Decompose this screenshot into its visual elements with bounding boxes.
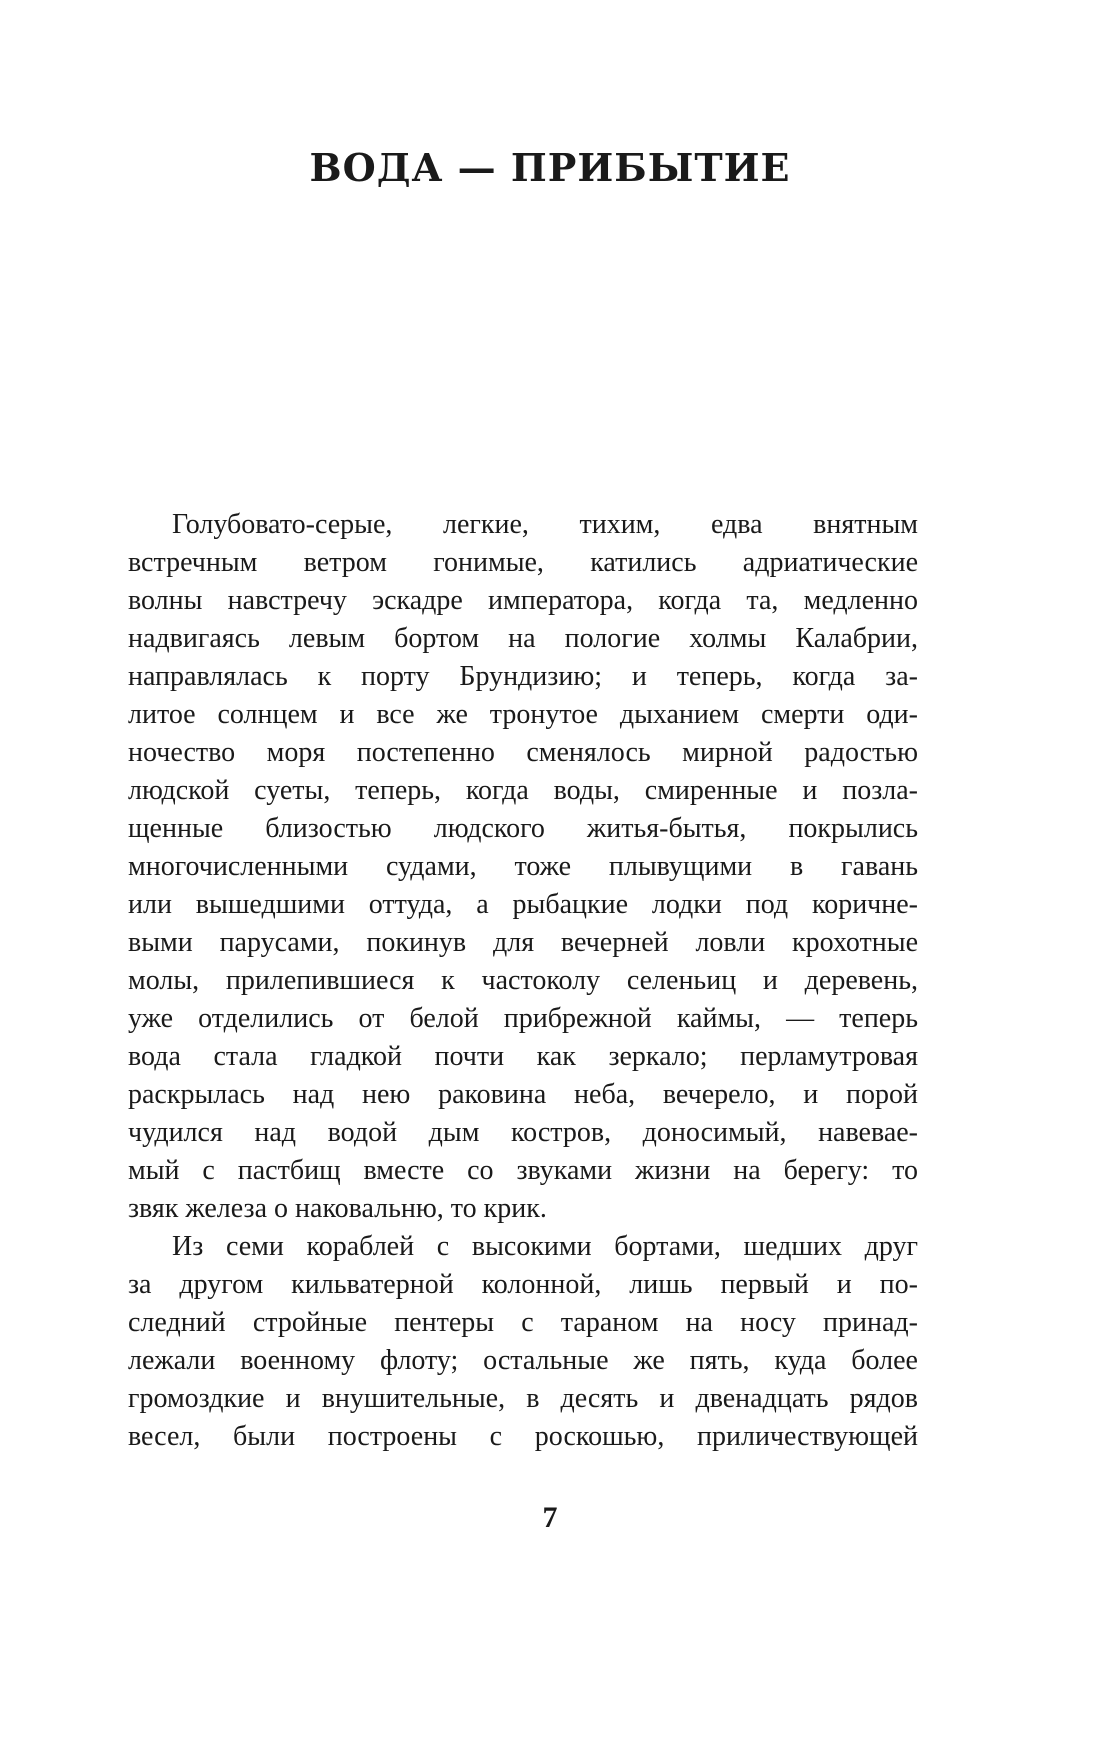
text-line: людской суеты, теперь, когда воды, смиренные и позла- [128,775,918,806]
text-line: или вышедшими оттуда, а рыбацкие лодки под коричне- [128,889,918,920]
text-line: звяк железа о наковальню, то крик. [128,1193,547,1224]
text-line: щенные близостью людского житья-бытья, покрылись [128,813,918,844]
text-line: весел, были построены с роскошью, приличествующей [128,1421,918,1452]
text-line: вода стала гладкой почти как зеркало; перламутровая [128,1041,918,1072]
text-line: уже отделились от белой прибрежной каймы, — теперь [128,1003,918,1034]
text-line: многочисленными судами, тоже плывущими в гавань [128,851,918,882]
body-text [128,506,918,1456]
paragraph-2 [128,1228,918,1456]
text-line: за другом кильватерной колонной, лишь первый и по- [128,1269,918,1300]
text-line: мый с пастбищ вместе со звуками жизни на берегу: то [128,1155,918,1186]
text-line: выми парусами, покинув для вечерней ловли крохотные [128,927,918,958]
page-number: 7 [542,1501,558,1534]
text-line: следний стройные пентеры с тараном на носу принад- [128,1307,918,1338]
text-line: лежали военному флоту; остальные же пять, куда более [128,1345,918,1376]
text-line: направлялась к порту Брундизию; и теперь, когда за- [128,661,918,692]
text-line: молы, прилепившиеся к частоколу селеньиц и деревень, [128,965,918,996]
text-line: раскрылась над нею раковина неба, вечерело, и порой [128,1079,918,1110]
paragraph-1 [128,506,918,1228]
text-line: Голубовато-серые, легкие, тихим, едва внятным [172,509,918,540]
text-line: Из семи кораблей с высокими бортами, шедших друг [172,1231,918,1262]
text-line: ночество моря постепенно сменялось мирной радостью [128,737,918,768]
text-line: литое солнцем и все же тронутое дыханием смерти оди- [128,699,918,730]
text-line: волны навстречу эскадре императора, когда та, медленно [128,585,918,616]
text-line: чудился над водой дым костров, доносимый, навевае- [128,1117,918,1148]
text-line: встречным ветром гонимые, катились адриатические [128,547,918,578]
text-line: надвигаясь левым бортом на пологие холмы Калабрии, [128,623,918,654]
chapter-title: ВОДА — ПРИБЫТИЕ [309,145,791,190]
text-line: громоздкие и внушительные, в десять и двенадцать рядов [128,1383,918,1414]
